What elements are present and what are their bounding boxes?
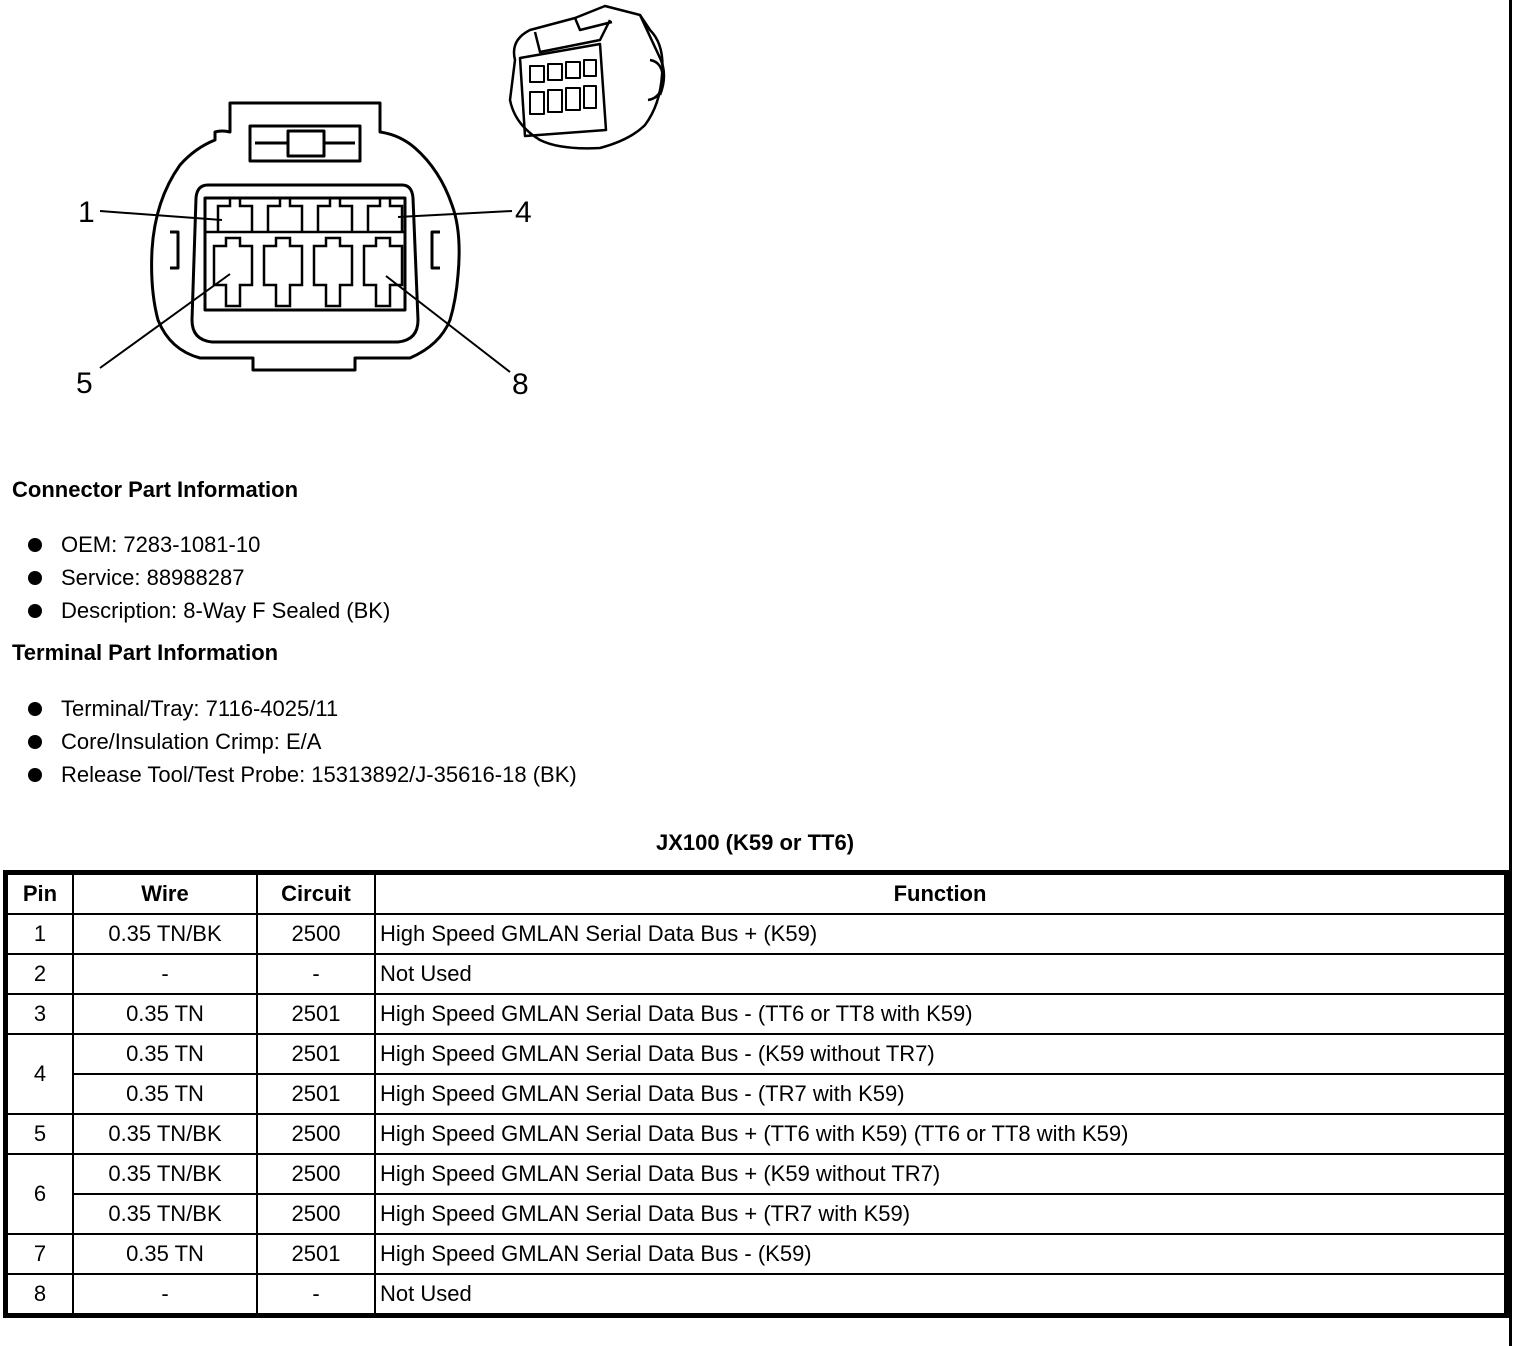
table-row xyxy=(7,1154,1505,1194)
function-cell: Not Used xyxy=(375,1274,1505,1314)
pin-cell: 1 xyxy=(7,914,73,954)
table-row xyxy=(7,994,1505,1034)
pin-cell: 7 xyxy=(7,1234,73,1274)
list-item-text: Release Tool/Test Probe: 15313892/J-35616-18 (BK) xyxy=(61,762,577,787)
list-item xyxy=(28,725,577,758)
pin-label-5: 5 xyxy=(76,367,93,400)
wire-cell: 0.35 TN xyxy=(73,994,257,1034)
table-header-row xyxy=(7,874,1505,914)
wire-cell: 0.35 TN xyxy=(73,1034,257,1074)
pin-cell: 4 xyxy=(7,1034,73,1114)
pin-label-8: 8 xyxy=(512,368,529,401)
circuit-cell: - xyxy=(257,954,375,994)
connector-seal-outline xyxy=(192,185,418,342)
list-item xyxy=(28,692,577,725)
list-item xyxy=(28,758,577,791)
table-row xyxy=(7,954,1505,994)
wire-cell: 0.35 TN/BK xyxy=(73,1154,257,1194)
list-item-text: OEM: 7283-1081-10 xyxy=(61,532,261,557)
column-header-circuit: Circuit xyxy=(257,874,375,914)
circuit-cell: 2501 xyxy=(257,1234,375,1274)
function-cell: Not Used xyxy=(375,954,1505,994)
wire-cell: 0.35 TN xyxy=(73,1234,257,1274)
pin-cell: 6 xyxy=(7,1154,73,1234)
connector-part-info-list xyxy=(28,528,390,627)
wire-cell: - xyxy=(73,1274,257,1314)
table-row xyxy=(7,914,1505,954)
pinout-table xyxy=(6,873,1506,1315)
bullet-icon xyxy=(28,702,42,716)
function-cell: High Speed GMLAN Serial Data Bus + (K59 without TR7) xyxy=(375,1154,1505,1194)
list-item-text: Service: 88988287 xyxy=(61,565,245,590)
table-row xyxy=(7,1074,1505,1114)
page-right-rule xyxy=(1509,0,1512,1346)
circuit-cell: 2500 xyxy=(257,1154,375,1194)
function-cell: High Speed GMLAN Serial Data Bus + (K59) xyxy=(375,914,1505,954)
circuit-cell: 2500 xyxy=(257,1194,375,1234)
list-item-text: Description: 8-Way F Sealed (BK) xyxy=(61,598,391,623)
table-row xyxy=(7,1194,1505,1234)
pin-leader-lines xyxy=(100,211,512,372)
function-cell: High Speed GMLAN Serial Data Bus + (TR7 with K59) xyxy=(375,1194,1505,1234)
column-header-pin: Pin xyxy=(7,874,73,914)
top-row-cavities xyxy=(205,198,405,232)
bottom-row-cavities xyxy=(214,238,402,306)
pinout-table-title: JX100 (K59 or TT6) xyxy=(655,830,855,855)
wire-cell: 0.35 TN/BK xyxy=(73,914,257,954)
circuit-cell: 2500 xyxy=(257,914,375,954)
table-row xyxy=(7,1234,1505,1274)
function-cell: High Speed GMLAN Serial Data Bus - (TT6 or TT8 with K59) xyxy=(375,994,1505,1034)
table-row xyxy=(7,1274,1505,1314)
connector-housing-outline xyxy=(152,103,460,370)
function-cell: High Speed GMLAN Serial Data Bus + (TT6 with K59) (TT6 or TT8 with K59) xyxy=(375,1114,1505,1154)
terminal-part-info-heading: Terminal Part Information xyxy=(12,640,279,665)
column-header-wire: Wire xyxy=(73,874,257,914)
wire-cell: 0.35 TN xyxy=(73,1074,257,1114)
connector-face-diagram xyxy=(0,0,700,420)
pin-label-1: 1 xyxy=(78,196,95,229)
pin-cell: 3 xyxy=(7,994,73,1034)
pin-label-4: 4 xyxy=(515,196,532,229)
bullet-icon xyxy=(28,571,42,585)
wire-cell: 0.35 TN/BK xyxy=(73,1194,257,1234)
list-item xyxy=(28,528,390,561)
list-item-text: Terminal/Tray: 7116-4025/11 xyxy=(61,696,339,721)
wire-cell: - xyxy=(73,954,257,994)
terminal-part-info-list xyxy=(28,692,577,791)
pin-cell: 2 xyxy=(7,954,73,994)
function-cell: High Speed GMLAN Serial Data Bus - (TR7 with K59) xyxy=(375,1074,1505,1114)
circuit-cell: 2501 xyxy=(257,1034,375,1074)
pin-cell: 5 xyxy=(7,1114,73,1154)
table-row xyxy=(7,1034,1505,1074)
function-cell: High Speed GMLAN Serial Data Bus - (K59 without TR7) xyxy=(375,1034,1505,1074)
circuit-cell: 2501 xyxy=(257,994,375,1034)
circuit-cell: - xyxy=(257,1274,375,1314)
wire-cell: 0.35 TN/BK xyxy=(73,1114,257,1154)
circuit-cell: 2501 xyxy=(257,1074,375,1114)
connector-isometric-view xyxy=(510,6,664,148)
bullet-icon xyxy=(28,735,42,749)
pin-cell: 8 xyxy=(7,1274,73,1314)
pinout-table-body xyxy=(7,914,1505,1314)
bullet-icon xyxy=(28,768,42,782)
list-item-text: Core/Insulation Crimp: E/A xyxy=(61,729,322,754)
bullet-icon xyxy=(28,604,42,618)
function-cell: High Speed GMLAN Serial Data Bus - (K59) xyxy=(375,1234,1505,1274)
circuit-cell: 2500 xyxy=(257,1114,375,1154)
column-header-function: Function xyxy=(375,874,1505,914)
bullet-icon xyxy=(28,538,42,552)
list-item xyxy=(28,561,390,594)
list-item xyxy=(28,594,390,627)
table-row xyxy=(7,1114,1505,1154)
connector-part-info-heading: Connector Part Information xyxy=(12,477,299,502)
